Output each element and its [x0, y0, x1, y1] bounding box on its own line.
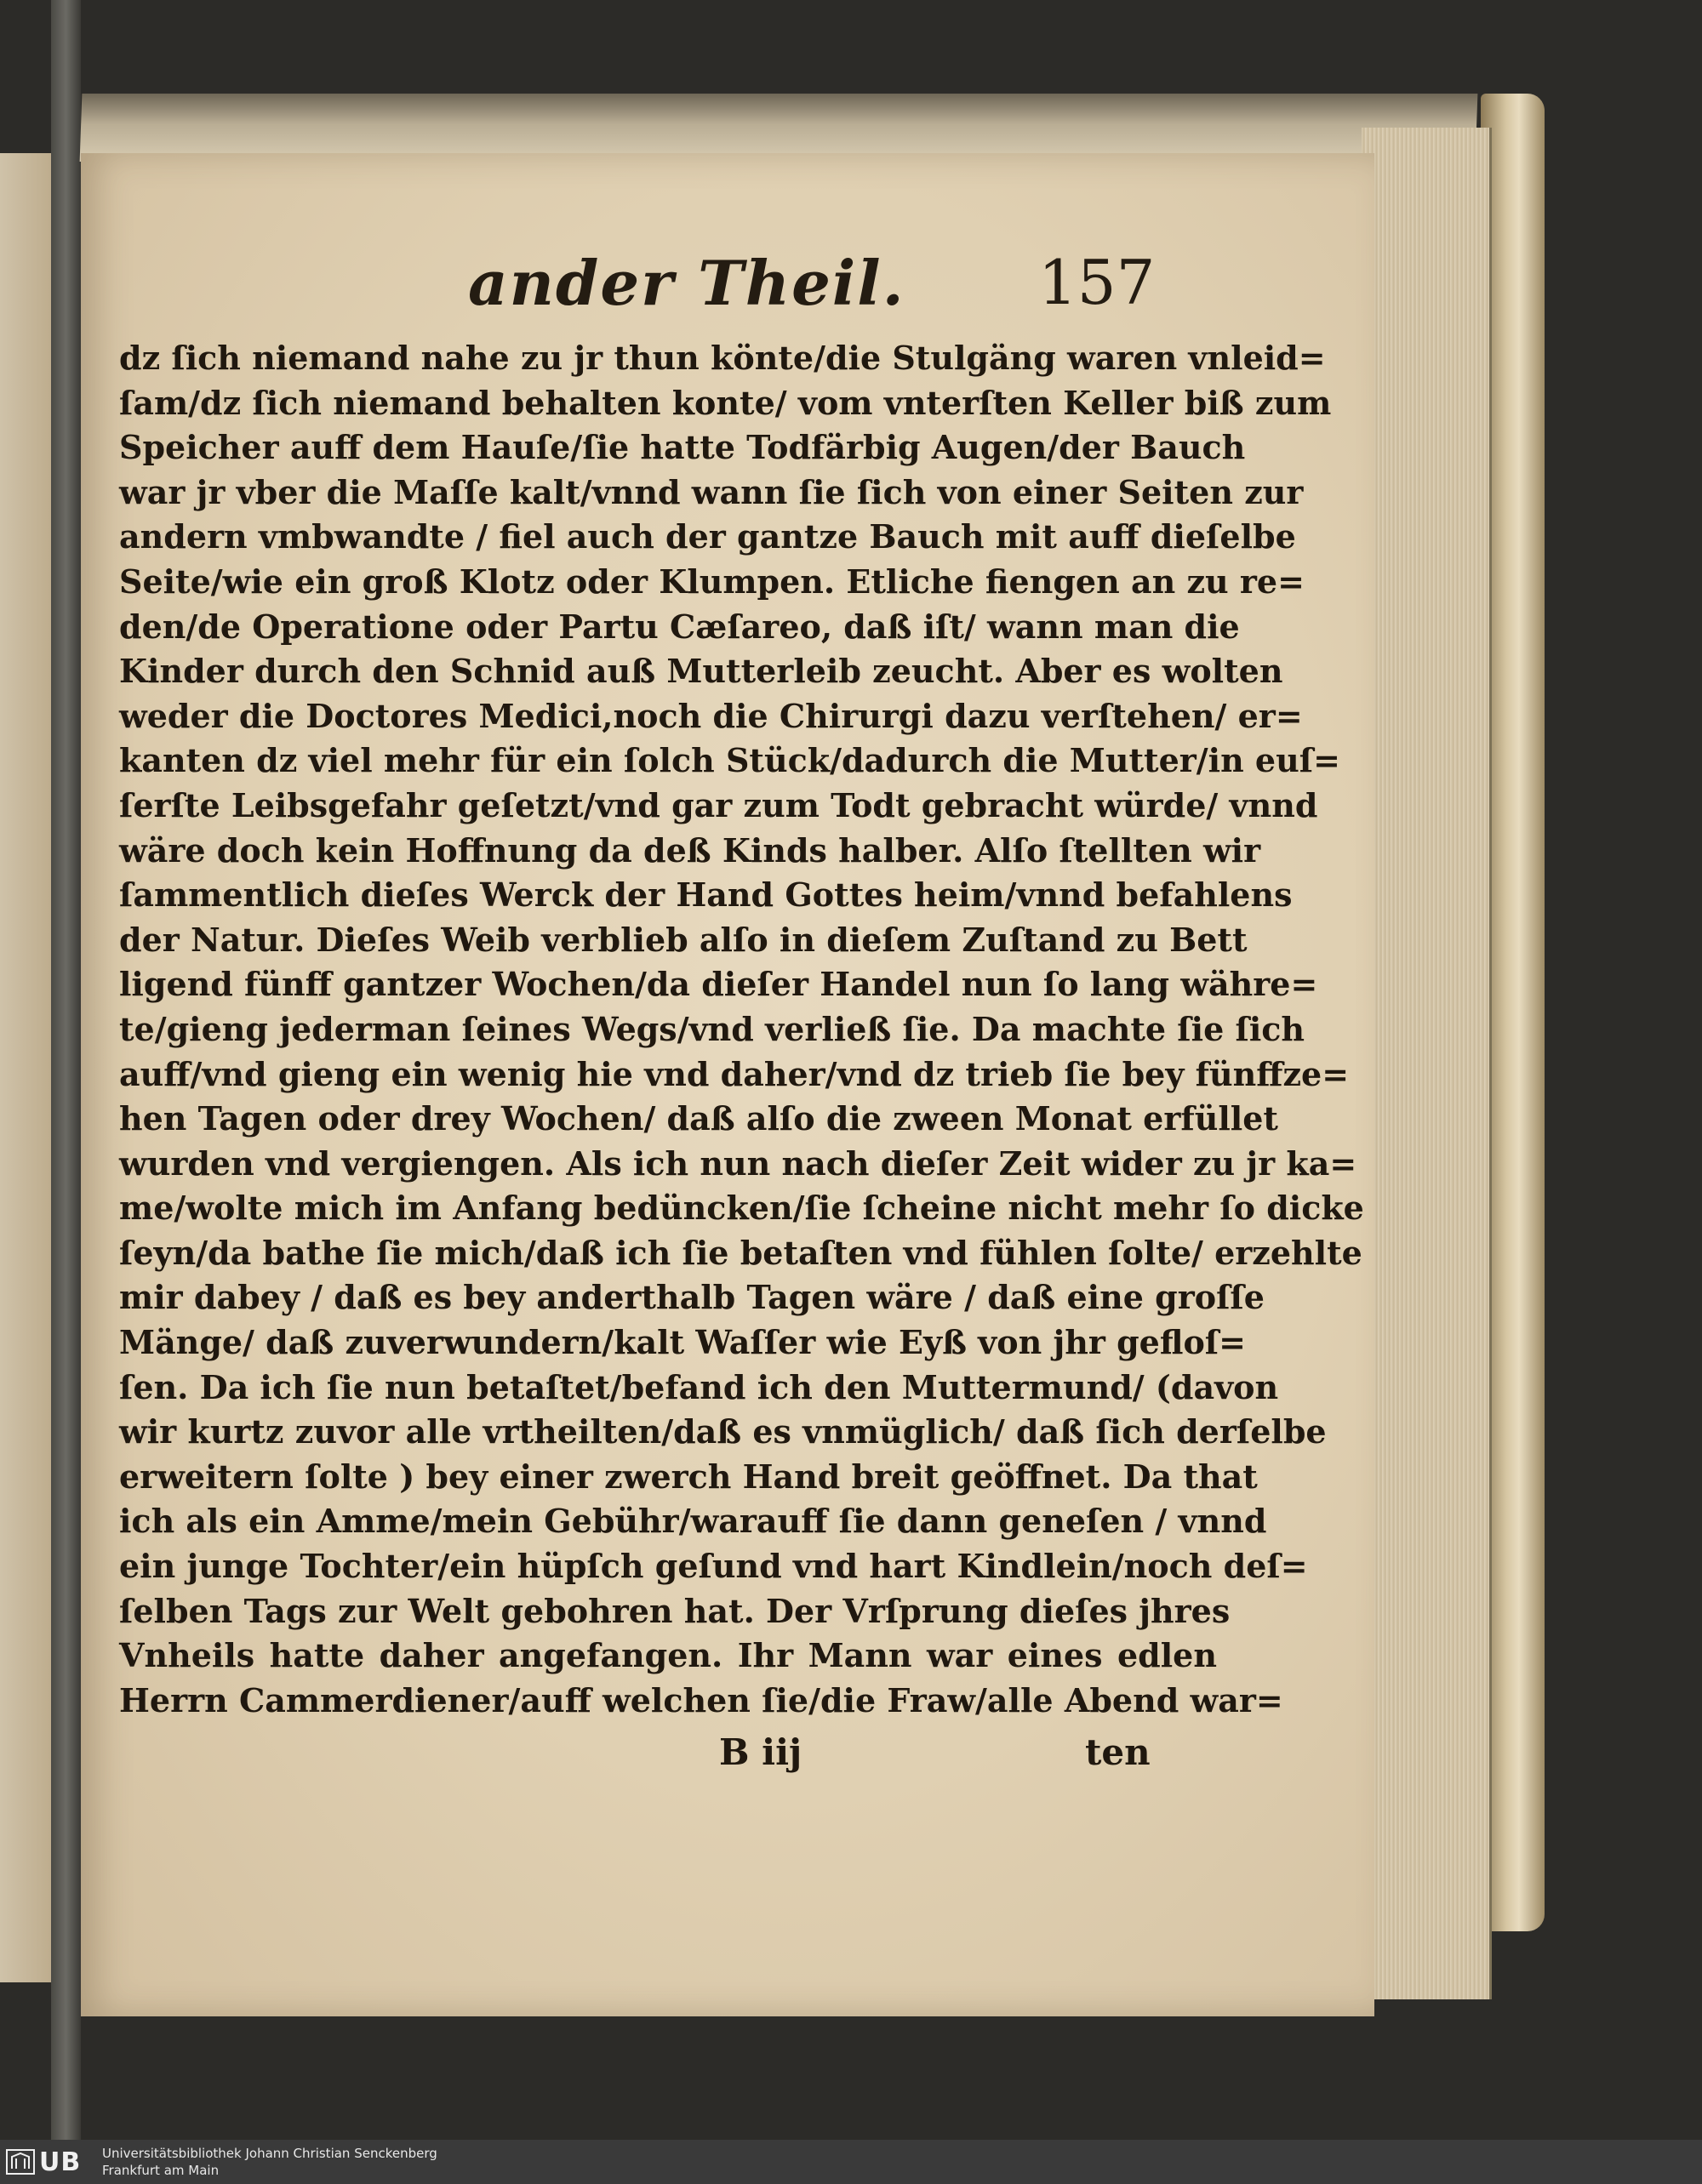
text-line: ſam/dz ſich niemand behalten konte/ vom vnterſten Keller biß zum [119, 383, 1332, 422]
text-line: ſelben Tags zur Welt gebohren hat. Der Vrſprung dieſes jhres [119, 1591, 1231, 1630]
text-line: me/wolte mich im Anfang bedüncken/ſie ſcheine nicht mehr ſo dicke [119, 1189, 1364, 1228]
page-stack [1362, 128, 1492, 1999]
text-line: auff/vnd gieng ein wenig hie vnd daher/vnd dz trieb ſie bey fünffze= [119, 1054, 1350, 1093]
top-page-edge [80, 94, 1478, 162]
text-line: ein junge Tochter/ein hüpſch geſund vnd hart Kindlein/noch deſ= [119, 1547, 1308, 1586]
text-line: Speicher auff dem Hauſe/ſie hatte Todfärbig Augen/der Bauch [119, 428, 1246, 467]
text-line: Kinder durch den Schnid auß Mutterleib zeucht. Aber es wolten [119, 652, 1283, 691]
page-number: 157 [1038, 247, 1156, 318]
text-line: wäre doch kein Hoffnung da deß Kinds halber. Alſo ſtellten wir [119, 830, 1261, 870]
text-line: Herrn Cammerdiener/auff welchen ſie/die Fraw/alle Abend war= [119, 1680, 1283, 1719]
text-line: weder die Doctores Medici,noch die Chirurgi dazu verſtehen/ er= [119, 696, 1303, 735]
text-line: ſerſte Leibsgefahr geſetzt/vnd gar zum Todt gebracht würde/ vnnd [119, 785, 1318, 824]
body-text [119, 336, 1364, 1723]
text-line: ſen. Da ich ſie nun betaſtet/befand ich den Muttermund/ (davon [119, 1367, 1279, 1406]
book-page [81, 153, 1374, 2016]
text-line: Seite/wie ein groß Klotz oder Klumpen. Etliche fiengen an zu re= [119, 562, 1305, 601]
text-line: ſeyn/da bathe ſie mich/daß ich ſie betaſten vnd fühlen ſolte/ erzehlte [119, 1233, 1362, 1272]
footer-line-1: Universitätsbibliothek Johann Christian Senckenberg [102, 2146, 437, 2161]
text-line: te/gieng jederman ſeines Wegs/vnd verließ ſie. Da machte ſie ſich [119, 1009, 1305, 1048]
text-line: wurden vnd vergiengen. Als ich nun nach dieſer Zeit wider zu jr ka= [119, 1143, 1357, 1183]
text-line: ſammentlich dieſes Werck der Hand Gottes heim/vnnd befahlens [119, 875, 1293, 915]
text-line: wir kurtz zuvor alle vrtheilten/daß es vnmüglich/ daß ſich derſelbe [119, 1412, 1327, 1451]
footer-text [102, 2145, 437, 2179]
text-line: erweitern ſolte ) bey einer zwerch Hand breit geöffnet. Da that [119, 1457, 1258, 1496]
text-line: andern vmbwandte / fiel auch der gantze Bauch mit auff dieſelbe [119, 517, 1296, 556]
signature-mark: B iij [719, 1731, 802, 1773]
library-logo [5, 2147, 90, 2177]
text-line: den/de Operatione oder Partu Cæſareo, daß iſt/ wann man die [119, 607, 1240, 646]
text-line: war jr vber die Maſſe kalt/vnnd wann ſie ſich von einer Seiten zur [119, 472, 1304, 511]
library-emblem-icon [5, 2147, 36, 2177]
footer-line-2: Frankfurt am Main [102, 2163, 220, 2178]
catchword: ten [1085, 1731, 1151, 1773]
text-line: ligend fünff gantzer Wochen/da dieſer Handel nun ſo lang währe= [119, 965, 1318, 1004]
text-line: Vnheils hatte daher angefangen. Ihr Mann war eines edlen [119, 1636, 1217, 1675]
running-head: ander Theil. [468, 247, 905, 319]
text-line: ich als ein Amme/mein Gebühr/warauff ſie dann geneſen / vnnd [119, 1502, 1267, 1541]
gutter-strip [51, 0, 81, 2140]
text-line: der Natur. Dieſes Weib verblieb alſo in dieſem Zuſtand zu Bett [119, 920, 1248, 959]
footer-bar [0, 2140, 1702, 2184]
logo-text: UB [39, 2147, 82, 2177]
text-line: Mänge/ daß zuverwundern/kalt Waſſer wie Eyß von jhr gefloſ= [119, 1323, 1246, 1362]
text-line: dz ſich niemand nahe zu jr thun könte/die Stulgäng waren vnleid= [119, 339, 1326, 377]
text-line: hen Tagen oder drey Wochen/ daß alſo die zween Monat erfüllet [119, 1099, 1278, 1138]
text-line: kanten dz viel mehr für ein ſolch Stück/dadurch die Mutter/in euſ= [119, 741, 1340, 780]
text-line: mir dabey / daß es bey anderthalb Tagen wäre / daß eine groſſe [119, 1278, 1265, 1317]
